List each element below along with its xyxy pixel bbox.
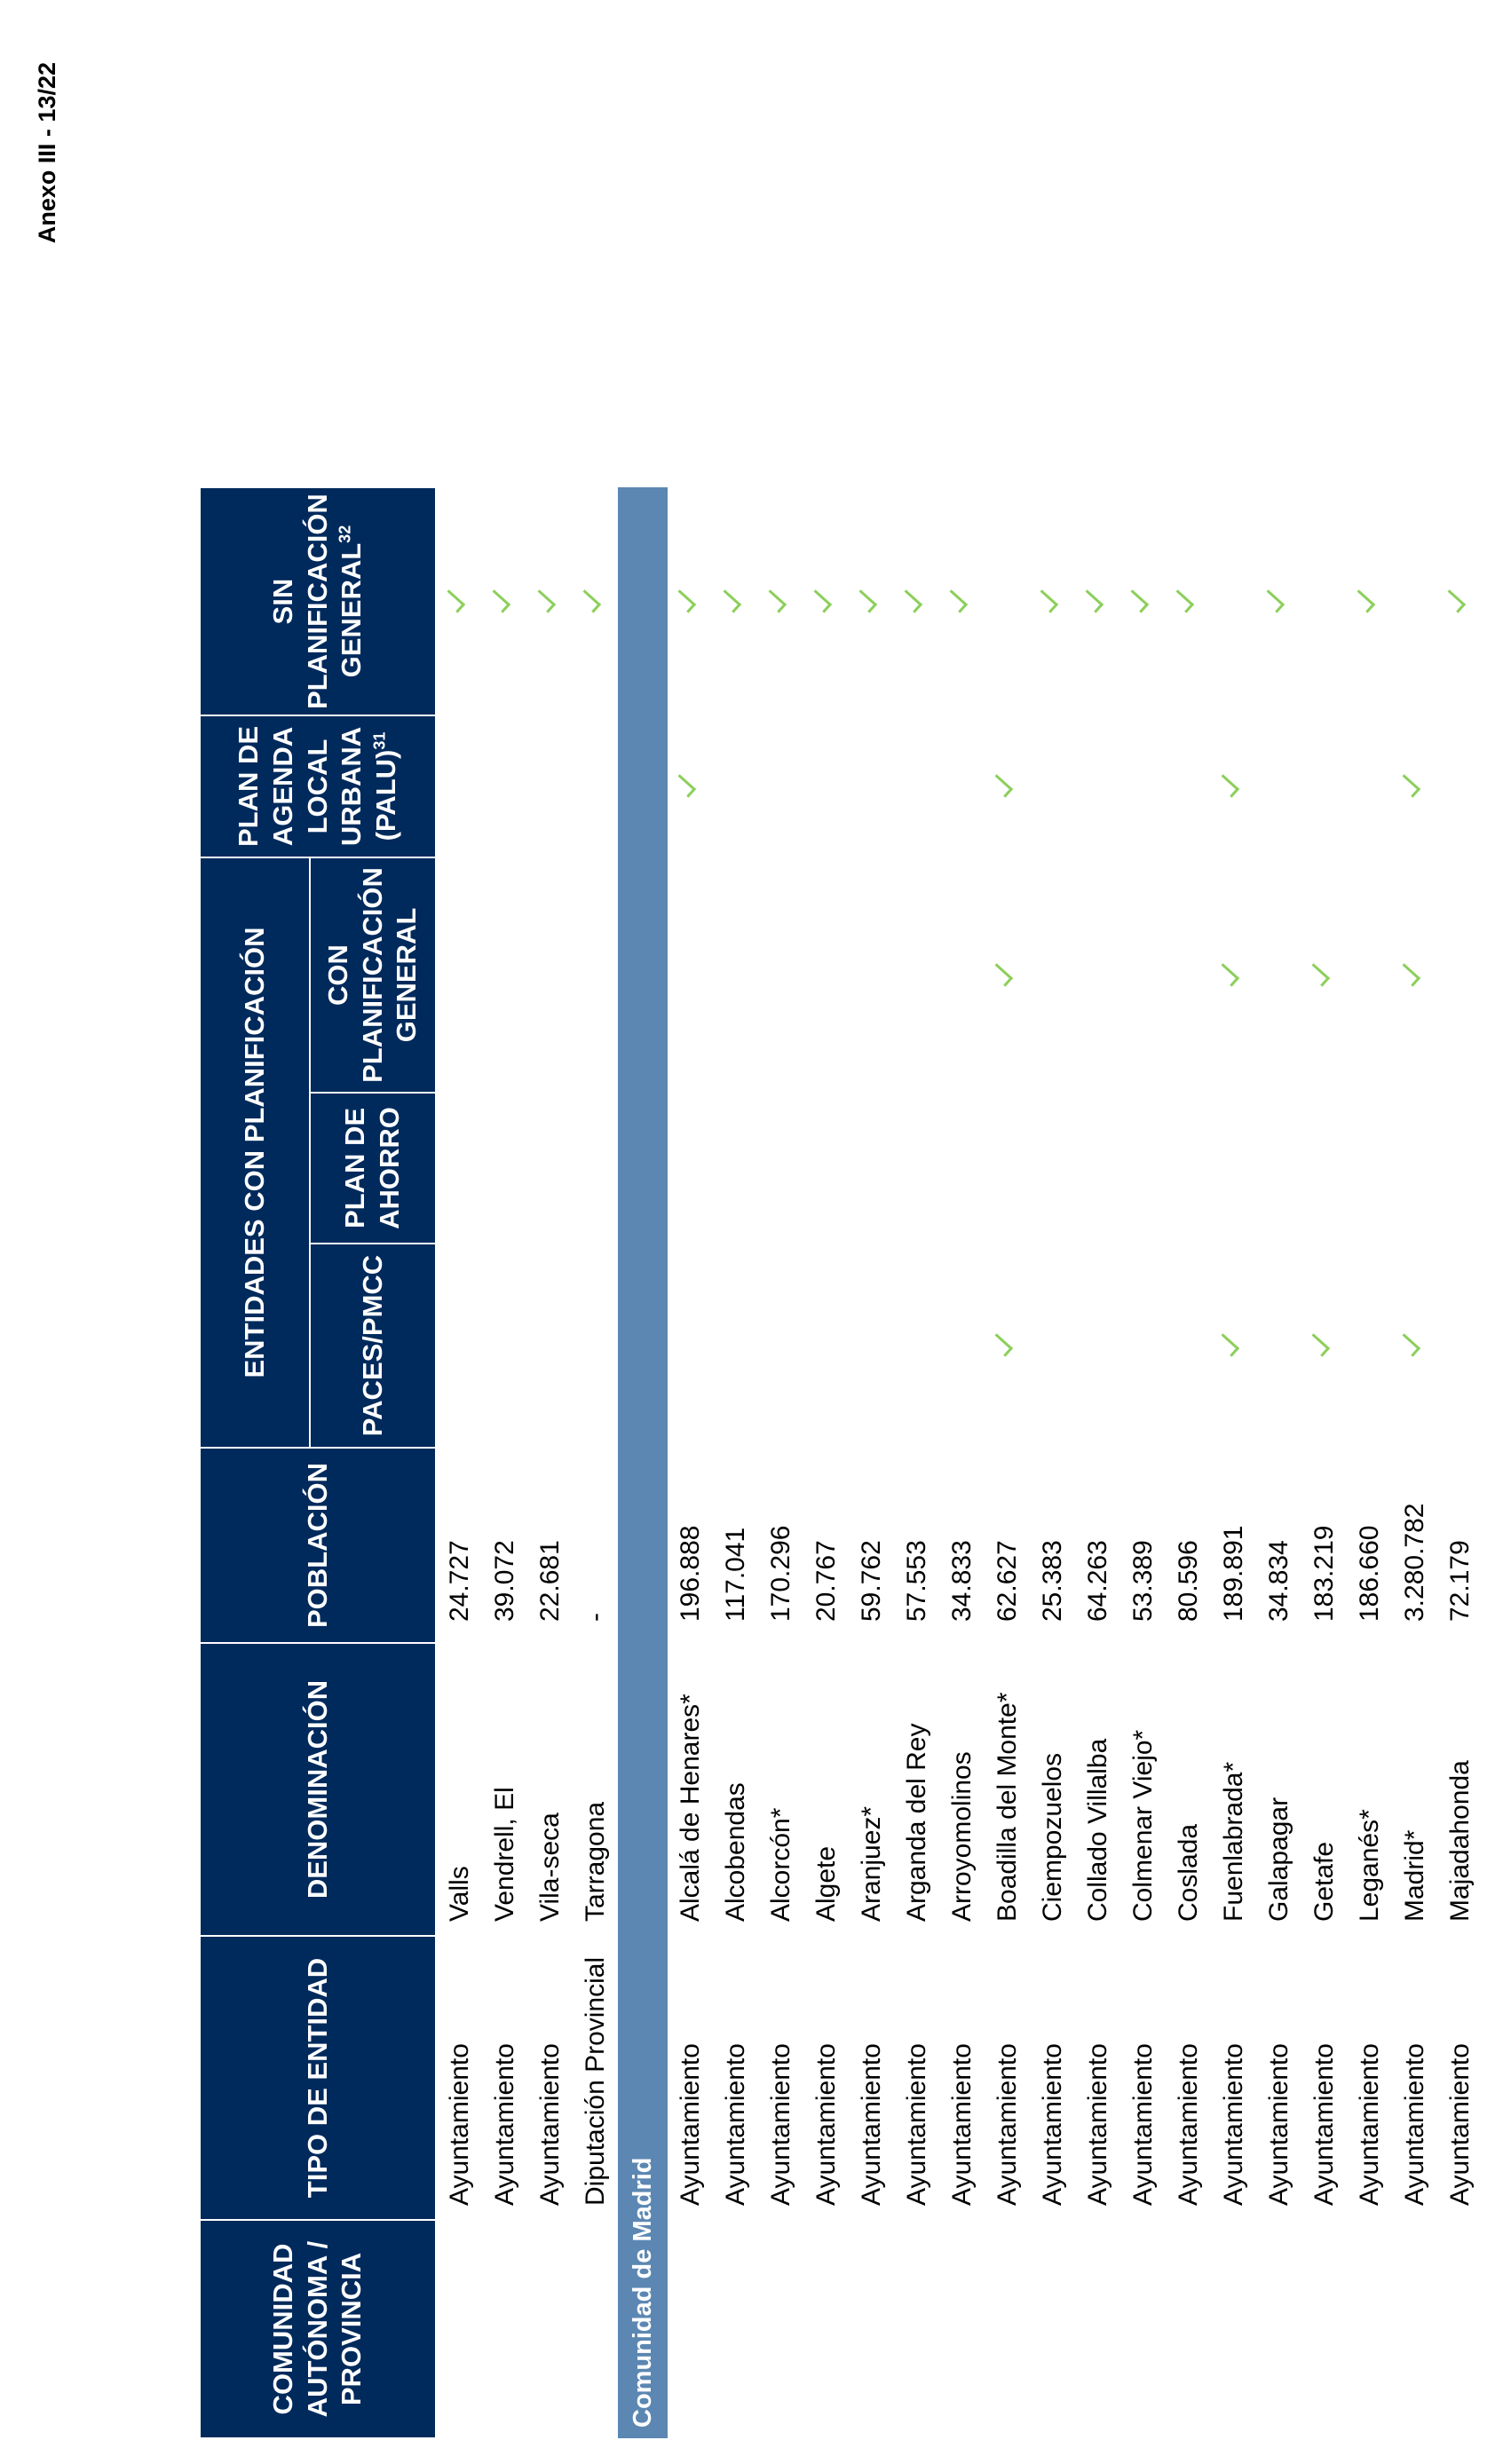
cell-sin-plan [1166, 487, 1211, 715]
cell-ahorro [1301, 1093, 1347, 1244]
cell-comunidad [668, 2220, 713, 2438]
cell-tipo: Ayuntamiento [856, 2043, 886, 2206]
cell-comunidad [1347, 2220, 1392, 2438]
cell-tipo: Ayuntamiento [1354, 2043, 1384, 2206]
cell-paces [1301, 1244, 1347, 1448]
table-row [1166, 487, 1211, 2438]
section-row-madrid [618, 487, 668, 2438]
cell-sin-plan [527, 487, 573, 715]
table-row [1392, 487, 1437, 2438]
cell-ahorro [1030, 1093, 1075, 1244]
cell-sin-plan [436, 487, 482, 715]
cell-ahorro [1075, 1093, 1120, 1244]
cell-palu [1120, 715, 1166, 857]
cell-ahorro [482, 1093, 527, 1244]
check-icon [1214, 1334, 1238, 1357]
cell-con-plan [1075, 857, 1120, 1093]
cell-con-plan [1211, 857, 1256, 1093]
table-row [713, 487, 758, 2438]
check-icon [943, 589, 967, 612]
cell-tipo: Ayuntamiento [1309, 2043, 1339, 2206]
cell-ahorro [527, 1093, 573, 1244]
check-icon [1350, 589, 1374, 612]
tarragona-rows [436, 487, 618, 2438]
cell-comunidad [939, 2220, 985, 2438]
cell-con-plan [1437, 857, 1483, 1093]
cell-palu [573, 715, 618, 857]
cell-con-plan [758, 857, 803, 1093]
cell-palu [758, 715, 803, 857]
table-row [482, 487, 527, 2438]
cell-denominacion: Madrid* [1399, 1829, 1429, 1922]
cell-palu [713, 715, 758, 857]
cell-palu [939, 715, 985, 857]
cell-ahorro [573, 1093, 618, 1244]
cell-ahorro [803, 1093, 849, 1244]
cell-palu [1211, 715, 1256, 857]
cell-con-plan [1392, 857, 1437, 1093]
header-poblacion: POBLACIÓN [200, 1448, 436, 1643]
cell-poblacion: 22.681 [534, 1540, 565, 1622]
cell-denominacion: Coslada [1173, 1823, 1203, 1922]
cell-comunidad [1437, 2220, 1483, 2438]
table-row [573, 487, 618, 2438]
cell-con-plan [894, 857, 939, 1093]
cell-denominacion: Algete [811, 1845, 841, 1922]
table-row [1256, 487, 1301, 2438]
cell-tipo: Ayuntamiento [765, 2043, 795, 2206]
cell-paces [1120, 1244, 1166, 1448]
cell-comunidad [573, 2220, 618, 2438]
cell-tipo: Ayuntamiento [720, 2043, 750, 2206]
cell-poblacion: 34.833 [946, 1540, 977, 1622]
check-icon [1441, 589, 1465, 612]
cell-ahorro [939, 1093, 985, 1244]
cell-paces [1211, 1244, 1256, 1448]
cell-comunidad [482, 2220, 527, 2438]
cell-ahorro [1392, 1093, 1437, 1244]
header-group-entidades: ENTIDADES CON PLANIFICACIÓN [200, 857, 310, 1448]
cell-poblacion: 57.553 [901, 1540, 931, 1622]
cell-comunidad [1030, 2220, 1075, 2438]
cell-sin-plan [1392, 487, 1437, 715]
cell-tipo: Ayuntamiento [1082, 2043, 1112, 2206]
cell-con-plan [1030, 857, 1075, 1093]
table-row [1437, 487, 1483, 2438]
cell-comunidad [1211, 2220, 1256, 2438]
cell-con-plan [849, 857, 894, 1093]
cell-denominacion: Valls [444, 1866, 474, 1922]
cell-con-plan [985, 857, 1030, 1093]
check-icon [1214, 775, 1238, 798]
cell-sin-plan [803, 487, 849, 715]
cell-palu [985, 715, 1030, 857]
check-icon [1169, 589, 1193, 612]
check-icon [1396, 775, 1420, 798]
cell-comunidad [436, 2220, 482, 2438]
cell-palu [849, 715, 894, 857]
cell-sin-plan [758, 487, 803, 715]
cell-sin-plan [482, 487, 527, 715]
cell-con-plan [1120, 857, 1166, 1093]
cell-paces [894, 1244, 939, 1448]
table-row [985, 487, 1030, 2438]
table-row [668, 487, 713, 2438]
cell-comunidad [1256, 2220, 1301, 2438]
cell-tipo: Ayuntamiento [811, 2043, 841, 2206]
cell-poblacion: 34.834 [1263, 1540, 1293, 1622]
check-icon [1396, 963, 1420, 986]
cell-comunidad [849, 2220, 894, 2438]
cell-comunidad [1120, 2220, 1166, 2438]
check-icon [1033, 589, 1057, 612]
cell-sin-plan [849, 487, 894, 715]
cell-sin-plan [713, 487, 758, 715]
cell-ahorro [713, 1093, 758, 1244]
cell-paces [758, 1244, 803, 1448]
cell-comunidad [894, 2220, 939, 2438]
check-icon [988, 1334, 1012, 1357]
cell-tipo: Ayuntamiento [1173, 2043, 1203, 2206]
cell-con-plan [1301, 857, 1347, 1093]
cell-tipo: Diputación Provincial [580, 1956, 610, 2206]
cell-palu [1347, 715, 1392, 857]
cell-con-plan [482, 857, 527, 1093]
header-ahorro: PLAN DE AHORRO [310, 1093, 436, 1244]
cell-ahorro [436, 1093, 482, 1244]
cell-poblacion: 39.072 [489, 1540, 519, 1622]
cell-sin-plan [939, 487, 985, 715]
cell-palu [1301, 715, 1347, 857]
cell-palu [1256, 715, 1301, 857]
cell-comunidad [1075, 2220, 1120, 2438]
cell-comunidad [1392, 2220, 1437, 2438]
cell-paces [849, 1244, 894, 1448]
cell-tipo: Ayuntamiento [901, 2043, 931, 2206]
cell-con-plan [436, 857, 482, 1093]
cell-denominacion: Alcorcón* [765, 1807, 795, 1922]
check-icon [440, 589, 464, 612]
cell-ahorro [1437, 1093, 1483, 1244]
cell-paces [668, 1244, 713, 1448]
cell-tipo: Ayuntamiento [1037, 2043, 1067, 2206]
check-icon [1124, 589, 1148, 612]
table-row [939, 487, 985, 2438]
check-icon [671, 589, 695, 612]
cell-ahorro [1166, 1093, 1211, 1244]
check-icon [486, 589, 510, 612]
table-row [758, 487, 803, 2438]
cell-paces [1030, 1244, 1075, 1448]
cell-poblacion: 170.296 [765, 1525, 795, 1622]
table-row [1211, 487, 1256, 2438]
cell-palu [1392, 715, 1437, 857]
cell-sin-plan [1437, 487, 1483, 715]
cell-paces [436, 1244, 482, 1448]
table-row [894, 487, 939, 2438]
cell-poblacion: 189.891 [1218, 1525, 1248, 1622]
cell-con-plan [1347, 857, 1392, 1093]
cell-palu [527, 715, 573, 857]
cell-poblacion: 186.660 [1354, 1525, 1384, 1622]
check-icon [1396, 1334, 1420, 1357]
cell-ahorro [849, 1093, 894, 1244]
cell-poblacion: 117.041 [720, 1527, 750, 1622]
cell-denominacion: Alcobendas [720, 1782, 750, 1922]
cell-denominacion: Vendrell, El [489, 1787, 519, 1922]
cell-con-plan [803, 857, 849, 1093]
cell-paces [527, 1244, 573, 1448]
cell-denominacion: Ciempozuelos [1037, 1752, 1067, 1922]
cell-sin-plan [1301, 487, 1347, 715]
cell-poblacion: 20.767 [811, 1540, 841, 1622]
cell-tipo: Ayuntamiento [946, 2043, 977, 2206]
cell-paces [939, 1244, 985, 1448]
table-row [849, 487, 894, 2438]
cell-sin-plan [894, 487, 939, 715]
cell-sin-plan [1211, 487, 1256, 715]
cell-comunidad [758, 2220, 803, 2438]
cell-comunidad [1301, 2220, 1347, 2438]
cell-paces [985, 1244, 1030, 1448]
check-icon [807, 589, 831, 612]
cell-tipo: Ayuntamiento [1263, 2043, 1293, 2206]
cell-comunidad [713, 2220, 758, 2438]
cell-poblacion: 53.389 [1127, 1540, 1158, 1622]
cell-tipo: Ayuntamiento [534, 2043, 565, 2206]
cell-denominacion: Alcalá de Henares* [675, 1694, 705, 1922]
cell-comunidad [985, 2220, 1030, 2438]
cell-comunidad [803, 2220, 849, 2438]
check-icon [576, 589, 600, 612]
cell-tipo: Ayuntamiento [489, 2043, 519, 2206]
cell-denominacion: Collado Villalba [1082, 1738, 1112, 1922]
cell-ahorro [894, 1093, 939, 1244]
check-icon [762, 589, 786, 612]
cell-poblacion: 72.179 [1444, 1540, 1475, 1622]
header-palu: PLAN DE AGENDA LOCAL URBANA (PALU)$^{31}$ [200, 715, 436, 857]
cell-sin-plan [1075, 487, 1120, 715]
cell-ahorro [668, 1093, 713, 1244]
cell-palu [1030, 715, 1075, 857]
cell-tipo: Ayuntamiento [1444, 2043, 1475, 2206]
cell-con-plan [939, 857, 985, 1093]
header-tipo: TIPO DE ENTIDAD [200, 1936, 436, 2220]
cell-palu [1437, 715, 1483, 857]
cell-ahorro [1347, 1093, 1392, 1244]
check-icon [1305, 963, 1329, 986]
cell-palu [1075, 715, 1120, 857]
cell-con-plan [527, 857, 573, 1093]
cell-ahorro [1256, 1093, 1301, 1244]
cell-denominacion: Colmenar Viejo* [1127, 1729, 1158, 1922]
cell-tipo: Ayuntamiento [1399, 2043, 1429, 2206]
table-row [1030, 487, 1075, 2438]
table-row [1075, 487, 1120, 2438]
planning-table [199, 486, 1483, 2439]
cell-poblacion: 183.219 [1309, 1525, 1339, 1622]
cell-denominacion: Tarragona [580, 1801, 610, 1922]
cell-denominacion: Aranjuez* [856, 1805, 886, 1922]
cell-tipo: Ayuntamiento [1218, 2043, 1248, 2206]
cell-sin-plan [668, 487, 713, 715]
cell-con-plan [1256, 857, 1301, 1093]
check-icon [988, 775, 1012, 798]
cell-poblacion: - [580, 1613, 610, 1622]
cell-denominacion: Getafe [1309, 1841, 1339, 1922]
cell-tipo: Ayuntamiento [675, 2043, 705, 2206]
cell-sin-plan [1030, 487, 1075, 715]
check-icon [988, 963, 1012, 986]
cell-comunidad [1166, 2220, 1211, 2438]
header-denominacion: DENOMINACIÓN [200, 1643, 436, 1936]
madrid-section [618, 487, 668, 2438]
cell-poblacion: 24.727 [444, 1540, 474, 1622]
cell-con-plan [1166, 857, 1211, 1093]
cell-poblacion: 80.596 [1173, 1540, 1203, 1622]
cell-paces [1437, 1244, 1483, 1448]
cell-denominacion: Vila-seca [534, 1812, 565, 1922]
cell-con-plan [668, 857, 713, 1093]
section-title: Comunidad de Madrid [618, 487, 668, 2438]
cell-paces [1347, 1244, 1392, 1448]
cell-paces [1166, 1244, 1211, 1448]
cell-denominacion: Majadahonda [1444, 1760, 1475, 1922]
cell-comunidad [527, 2220, 573, 2438]
table-row [1347, 487, 1392, 2438]
cell-palu [668, 715, 713, 857]
cell-poblacion: 62.627 [992, 1540, 1022, 1622]
header-con-plan: CON PLANIFICACIÓN GENERAL [310, 857, 436, 1093]
cell-sin-plan [1256, 487, 1301, 715]
header-paces: PACES/PMCC [310, 1244, 436, 1448]
cell-paces [803, 1244, 849, 1448]
check-icon [852, 589, 876, 612]
cell-denominacion: Arroyomolinos [946, 1751, 977, 1922]
check-icon [1079, 589, 1103, 612]
cell-con-plan [713, 857, 758, 1093]
check-icon [1260, 589, 1284, 612]
cell-sin-plan [1347, 487, 1392, 715]
table-row [1120, 487, 1166, 2438]
table-row [527, 487, 573, 2438]
cell-poblacion: 64.263 [1082, 1540, 1112, 1622]
cell-poblacion: 59.762 [856, 1540, 886, 1622]
check-icon [1214, 963, 1238, 986]
annex-label: Anexo III - 13/22 [34, 62, 60, 244]
cell-denominacion: Fuenlabrada* [1218, 1761, 1248, 1922]
table-row [803, 487, 849, 2438]
cell-tipo: Ayuntamiento [444, 2043, 474, 2206]
cell-paces [573, 1244, 618, 1448]
check-icon [1305, 1334, 1329, 1357]
cell-sin-plan [573, 487, 618, 715]
cell-denominacion: Leganés* [1354, 1809, 1384, 1922]
cell-palu [482, 715, 527, 857]
check-icon [531, 589, 555, 612]
cell-tipo: Ayuntamiento [992, 2043, 1022, 2206]
cell-sin-plan [1120, 487, 1166, 715]
cell-con-plan [573, 857, 618, 1093]
cell-palu [1166, 715, 1211, 857]
cell-ahorro [985, 1093, 1030, 1244]
cell-tipo: Ayuntamiento [1127, 2043, 1158, 2206]
cell-paces [713, 1244, 758, 1448]
cell-ahorro [758, 1093, 803, 1244]
cell-paces [1392, 1244, 1437, 1448]
cell-ahorro [1120, 1093, 1166, 1244]
cell-poblacion: 3.280.782 [1399, 1503, 1429, 1622]
cell-ahorro [1211, 1093, 1256, 1244]
cell-poblacion: 25.383 [1037, 1540, 1067, 1622]
cell-poblacion: 196.888 [675, 1525, 705, 1622]
check-icon [671, 775, 695, 798]
check-icon [898, 589, 922, 612]
cell-palu [436, 715, 482, 857]
cell-sin-plan [985, 487, 1030, 715]
cell-paces [1256, 1244, 1301, 1448]
cell-denominacion: Galapagar [1263, 1797, 1293, 1922]
cell-denominacion: Boadilla del Monte* [992, 1692, 1022, 1922]
cell-palu [894, 715, 939, 857]
header-comunidad: COMUNIDAD AUTÓNOMA / PROVINCIA [200, 2220, 436, 2438]
table-row [1301, 487, 1347, 2438]
madrid-rows [668, 487, 1483, 2438]
cell-denominacion: Arganda del Rey [901, 1723, 931, 1922]
table-row [436, 487, 482, 2438]
cell-palu [803, 715, 849, 857]
cell-paces [482, 1244, 527, 1448]
check-icon [716, 589, 740, 612]
cell-paces [1075, 1244, 1120, 1448]
header-sin-plan: SIN PLANIFICACIÓN GENERAL$^{32}$ [200, 487, 436, 715]
